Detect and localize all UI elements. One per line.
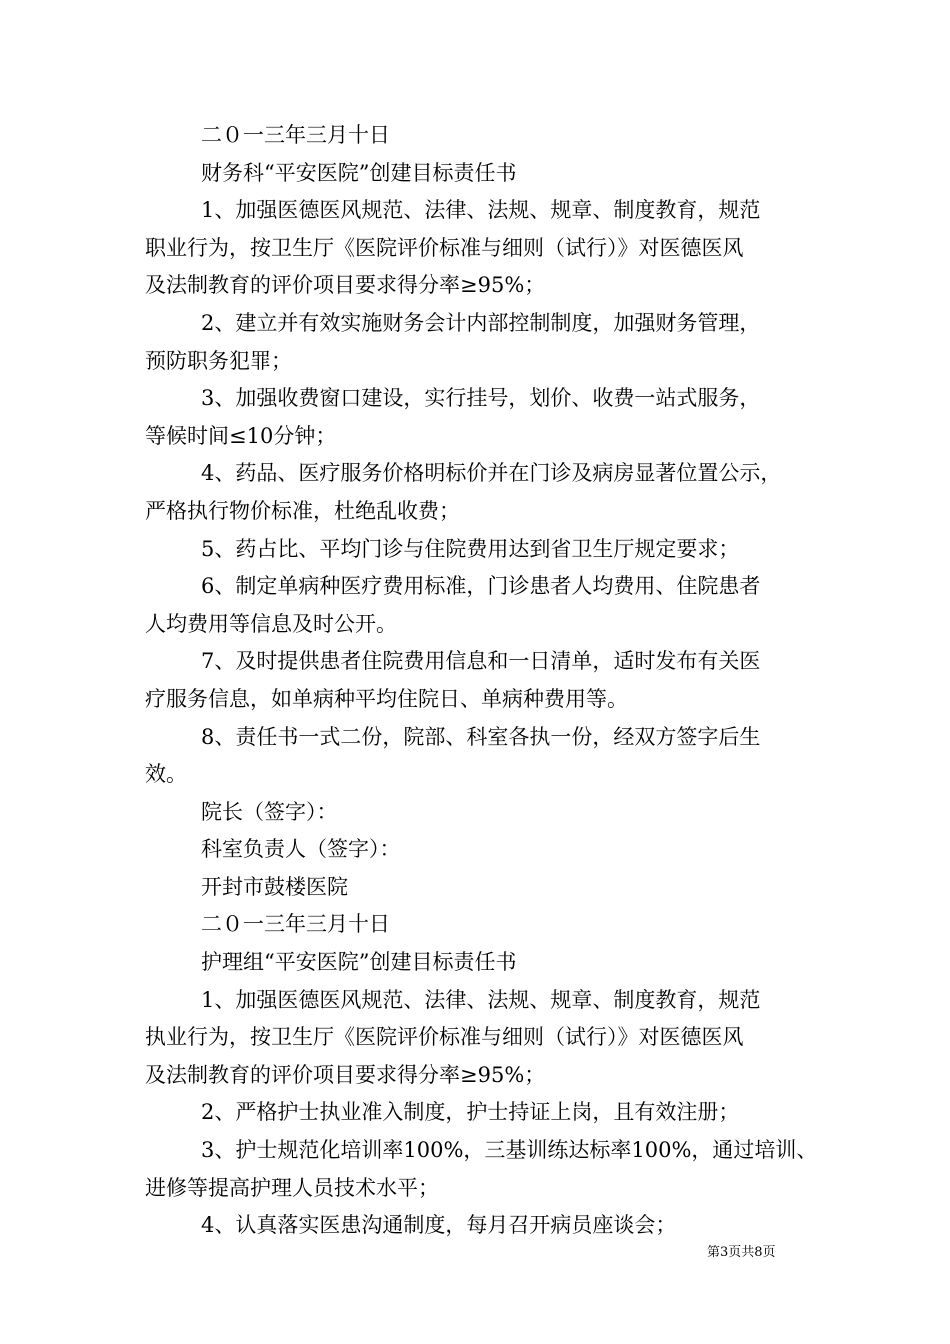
paragraph-line: 7、及时提供患者住院费用信息和一日清单，适时发布有关医 bbox=[201, 649, 761, 674]
paragraph-line: 严格执行物价标准，杜绝乱收费； bbox=[145, 498, 460, 523]
paragraph-line: 2、严格护士执业准入制度，护士持证上岗，且有效注册； bbox=[201, 1100, 740, 1125]
paragraph-line: 效。 bbox=[145, 762, 187, 787]
section-title-nursing: 护理组“平安医院”创建目标责任书 bbox=[201, 950, 517, 975]
paragraph-line: 及法制教育的评价项目要求得分率≥95%； bbox=[145, 273, 546, 298]
paragraph-line: 6、制定单病种医疗费用标准，门诊患者人均费用、住院患者 bbox=[201, 574, 761, 599]
paragraph-line: 及法制教育的评价项目要求得分率≥95%； bbox=[145, 1062, 546, 1087]
date-line: 二０一三年三月十日 bbox=[201, 123, 390, 147]
document-body bbox=[145, 117, 825, 1245]
page-number: 第3页共8页 bbox=[707, 1245, 776, 1260]
paragraph-line: 2、建立并有效实施财务会计内部控制制度，加强财务管理， bbox=[201, 310, 761, 335]
paragraph-line: 5、药占比、平均门诊与住院费用达到省卫生厅规定要求； bbox=[201, 536, 740, 561]
paragraph-line: 职业行为，按卫生厅《医院评价标准与细则（试行）》对医德医风 bbox=[145, 235, 744, 260]
date-line: 二０一三年三月十日 bbox=[201, 912, 390, 937]
paragraph-line: 等候时间≤10分钟； bbox=[145, 423, 337, 448]
paragraph-line: 进修等提高护理人员技术水平； bbox=[145, 1175, 439, 1200]
paragraph-line: 1、加强医德医风规范、法律、法规、规章、制度教育，规范 bbox=[201, 198, 761, 223]
paragraph-line: 疗服务信息，如单病种平均住院日、单病种费用等。 bbox=[145, 686, 628, 711]
signature-line-director: 院长（签字）： bbox=[201, 799, 338, 824]
paragraph-line: 3、加强收费窗口建设，实行挂号，划价、收费一站式服务， bbox=[201, 386, 761, 411]
signature-line-department-head: 科室负责人（签字）： bbox=[201, 837, 401, 862]
paragraph-line: 4、药品、医疗服务价格明标价并在门诊及病房显著位置公示， bbox=[201, 461, 782, 486]
paragraph-line: 3、护士规范化培训率100%，三基训练达标率100%，通过培训、 bbox=[201, 1138, 818, 1163]
hospital-name: 开封市鼓楼医院 bbox=[201, 874, 348, 899]
paragraph-line: 8、责任书一式二份，院部、科室各执一份，经双方签字后生 bbox=[201, 724, 761, 749]
paragraph-line: 预防职务犯罪； bbox=[145, 348, 292, 373]
paragraph-line: 人均费用等信息及时公开。 bbox=[145, 611, 397, 636]
section-title-finance: 财务科“平安医院”创建目标责任书 bbox=[201, 160, 517, 185]
paragraph-line: 1、加强医德医风规范、法律、法规、规章、制度教育，规范 bbox=[201, 987, 761, 1012]
paragraph-line: 4、认真落实医患沟通制度，每月召开病员座谈会； bbox=[201, 1213, 677, 1238]
paragraph-line: 执业行为，按卫生厅《医院评价标准与细则（试行）》对医德医风 bbox=[145, 1025, 744, 1050]
